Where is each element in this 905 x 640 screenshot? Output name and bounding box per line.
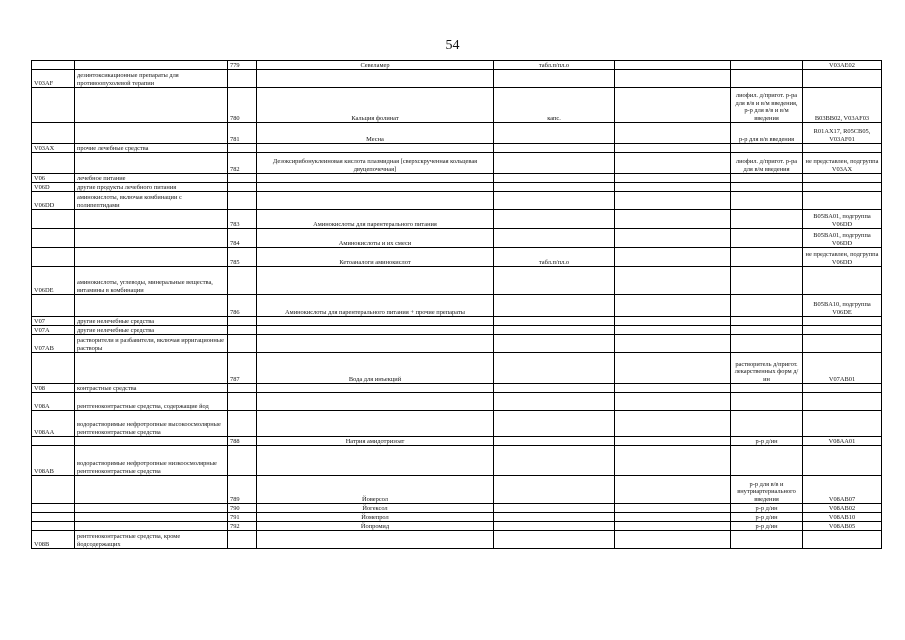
group-name-cell: аминокислоты, включая комбинации с полипептидами [75,192,228,210]
dosage-form-cell [494,522,615,531]
row-number-cell [228,192,257,210]
table-row [32,61,882,70]
table-row [32,353,882,384]
row-number-cell [228,70,257,88]
drug-name-cell: Йомепрол [257,513,494,522]
dose-cell [615,267,731,295]
form-description-cell: лиофил. д/пригот. р-ра для в/м введения [731,153,803,174]
drug-name-cell: Натрия амидотризоат [257,437,494,446]
table-row [32,384,882,393]
drug-name-cell: Севеламер [257,61,494,70]
atc-code-cell: V06 [32,174,75,183]
row-number-cell [228,183,257,192]
form-description-cell [731,317,803,326]
dosage-form-cell [494,295,615,317]
form-description-cell [731,267,803,295]
drug-classification-table [31,60,882,549]
drug-name-cell: Йопромид [257,522,494,531]
table-row [32,192,882,210]
form-description-cell [731,183,803,192]
dose-cell [615,476,731,504]
group-name-cell [75,229,228,248]
group-name-cell: растворители и разбавители, включая ирригационные растворы [75,335,228,353]
row-number-cell: 786 [228,295,257,317]
dosage-form-cell [494,384,615,393]
table-row [32,437,882,446]
drug-name-cell [257,267,494,295]
dosage-form-cell [494,192,615,210]
table-row [32,123,882,144]
atc-reference-cell [803,384,882,393]
row-number-cell: 780 [228,88,257,123]
row-number-cell [228,326,257,335]
atc-reference-cell [803,446,882,476]
group-name-cell [75,153,228,174]
table-row [32,326,882,335]
atc-code-cell [32,248,75,267]
dose-cell [615,437,731,446]
table-body [32,61,882,549]
atc-code-cell [32,504,75,513]
row-number-cell: 781 [228,123,257,144]
drug-name-cell [257,317,494,326]
drug-name-cell: Вода для инъекций [257,353,494,384]
dose-cell [615,248,731,267]
table-row [32,476,882,504]
drug-name-cell [257,326,494,335]
form-description-cell [731,531,803,549]
atc-code-cell [32,153,75,174]
form-description-cell: р-р д/ин [731,504,803,513]
dosage-form-cell [494,183,615,192]
atc-reference-cell: R01AX17, R05CB05, V03AF01 [803,123,882,144]
table-row [32,522,882,531]
table-row [32,504,882,513]
form-description-cell [731,335,803,353]
atc-reference-cell [803,531,882,549]
table-row [32,144,882,153]
atc-reference-cell: B05BA01, подгруппа V06DD [803,210,882,229]
atc-reference-cell: V03AE02 [803,61,882,70]
dose-cell [615,446,731,476]
drug-name-cell [257,446,494,476]
group-name-cell: рентгеноконтрастные средства, содержащие йод [75,393,228,411]
row-number-cell [228,267,257,295]
dosage-form-cell [494,317,615,326]
drug-name-cell: Месна [257,123,494,144]
dose-cell [615,513,731,522]
form-description-cell [731,393,803,411]
dose-cell [615,210,731,229]
atc-reference-cell: V08AB02 [803,504,882,513]
atc-reference-cell [803,326,882,335]
dosage-form-cell [494,335,615,353]
atc-reference-cell: не представлен, подгруппа V03AX [803,153,882,174]
group-name-cell [75,504,228,513]
dose-cell [615,522,731,531]
dose-cell [615,153,731,174]
atc-code-cell: V06DE [32,267,75,295]
group-name-cell [75,476,228,504]
group-name-cell [75,61,228,70]
drug-name-cell [257,393,494,411]
row-number-cell [228,446,257,476]
group-name-cell: аминокислоты, углеводы, минеральные вещества, витамины в комбинации [75,267,228,295]
dosage-form-cell [494,504,615,513]
row-number-cell: 782 [228,153,257,174]
atc-reference-cell [803,393,882,411]
row-number-cell [228,411,257,437]
table-row [32,174,882,183]
form-description-cell [731,411,803,437]
group-name-cell: водорастворимые нефротропные высокоосмолярные рентгеноконтрастные средства [75,411,228,437]
dosage-form-cell [494,446,615,476]
table-row [32,393,882,411]
atc-code-cell: V08 [32,384,75,393]
dosage-form-cell [494,513,615,522]
dose-cell [615,192,731,210]
group-name-cell: другие нелечебные средства [75,326,228,335]
atc-code-cell: V08B [32,531,75,549]
dose-cell [615,326,731,335]
atc-reference-cell: B05BA10, подгруппа V06DE [803,295,882,317]
atc-reference-cell: V07AB01 [803,353,882,384]
dose-cell [615,531,731,549]
atc-code-cell: V07AB [32,335,75,353]
table-row [32,248,882,267]
form-description-cell [731,446,803,476]
form-description-cell [731,61,803,70]
form-description-cell: р-р д/ин [731,437,803,446]
row-number-cell: 790 [228,504,257,513]
drug-name-cell: Аминокислоты для парентерального питания + прочие препараты [257,295,494,317]
form-description-cell [731,326,803,335]
form-description-cell [731,192,803,210]
dose-cell [615,504,731,513]
dose-cell [615,70,731,88]
atc-code-cell: V07 [32,317,75,326]
drug-name-cell [257,411,494,437]
row-number-cell [228,174,257,183]
drug-name-cell: Йоверсол [257,476,494,504]
group-name-cell: другие нелечебные средства [75,317,228,326]
table-row [32,335,882,353]
drug-name-cell [257,335,494,353]
form-description-cell: р-р д/ин [731,513,803,522]
dosage-form-cell [494,476,615,504]
group-name-cell [75,353,228,384]
atc-reference-cell: B05BA01, подгруппа V06DD [803,229,882,248]
group-name-cell [75,295,228,317]
dose-cell [615,295,731,317]
dosage-form-cell [494,229,615,248]
dosage-form-cell [494,531,615,549]
dosage-form-cell [494,210,615,229]
form-description-cell [731,229,803,248]
table-row [32,88,882,123]
table-row [32,229,882,248]
atc-reference-cell [803,317,882,326]
row-number-cell: 792 [228,522,257,531]
group-name-cell: контрастные средства [75,384,228,393]
atc-code-cell [32,88,75,123]
dose-cell [615,123,731,144]
dosage-form-cell: табл.п/пл.о [494,248,615,267]
atc-code-cell: V08AA [32,411,75,437]
atc-reference-cell [803,267,882,295]
group-name-cell [75,522,228,531]
atc-code-cell [32,522,75,531]
atc-reference-cell: V08AA01 [803,437,882,446]
atc-reference-cell [803,192,882,210]
atc-reference-cell [803,70,882,88]
form-description-cell [731,174,803,183]
form-description-cell [731,210,803,229]
form-description-cell: р-р для в/в введения [731,123,803,144]
atc-code-cell [32,353,75,384]
atc-code-cell [32,61,75,70]
drug-name-cell: Дезоксирибонуклеиновая кислота плазмидная [сверхскрученная кольцевая двуцепочечная] [257,153,494,174]
group-name-cell: другие продукты лечебного питания [75,183,228,192]
dose-cell [615,183,731,192]
dosage-form-cell: табл.п/пл.о [494,61,615,70]
form-description-cell [731,144,803,153]
dose-cell [615,335,731,353]
form-description-cell: лиофил. д/пригот. р-ра для в/в и в/м введения, р-р для в/в и в/м введения [731,88,803,123]
dose-cell [615,229,731,248]
table-row [32,153,882,174]
row-number-cell [228,384,257,393]
drug-name-cell [257,144,494,153]
atc-code-cell: V03AX [32,144,75,153]
row-number-cell: 779 [228,61,257,70]
group-name-cell [75,88,228,123]
drug-name-cell [257,70,494,88]
dosage-form-cell [494,437,615,446]
atc-reference-cell: V08AB10 [803,513,882,522]
group-name-cell [75,437,228,446]
group-name-cell: прочие лечебные средства [75,144,228,153]
dosage-form-cell [494,353,615,384]
atc-reference-cell: V08AB07 [803,476,882,504]
atc-code-cell [32,123,75,144]
form-description-cell: р-р д/ин [731,522,803,531]
dosage-form-cell [494,326,615,335]
atc-code-cell: V08AB [32,446,75,476]
table-row [32,446,882,476]
page-number: 54 [445,38,460,53]
table-row [32,70,882,88]
drug-name-cell: Аминокислоты для парентерального питания [257,210,494,229]
group-name-cell: водорастворимые нефротропные низкоосмолярные рентгеноконтрастные средства [75,446,228,476]
dose-cell [615,411,731,437]
group-name-cell [75,248,228,267]
atc-reference-cell [803,174,882,183]
dosage-form-cell [494,144,615,153]
row-number-cell [228,393,257,411]
form-description-cell [731,384,803,393]
table-row [32,531,882,549]
dosage-form-cell: капс. [494,88,615,123]
dose-cell [615,393,731,411]
atc-reference-cell: V08AB05 [803,522,882,531]
dosage-form-cell [494,70,615,88]
row-number-cell [228,317,257,326]
dose-cell [615,174,731,183]
row-number-cell: 785 [228,248,257,267]
dosage-form-cell [494,393,615,411]
atc-reference-cell: не представлен, подгруппа V06DD [803,248,882,267]
row-number-cell: 789 [228,476,257,504]
table-row [32,267,882,295]
row-number-cell [228,335,257,353]
group-name-cell [75,513,228,522]
atc-code-cell: V08A [32,393,75,411]
group-name-cell [75,210,228,229]
dosage-form-cell [494,153,615,174]
atc-code-cell: V06DD [32,192,75,210]
table-row [32,210,882,229]
atc-reference-cell [803,144,882,153]
drug-name-cell [257,192,494,210]
table-row [32,183,882,192]
row-number-cell: 784 [228,229,257,248]
drug-name-cell: Аминокислоты и их смеси [257,229,494,248]
drug-name-cell [257,174,494,183]
dose-cell [615,61,731,70]
table-row [32,295,882,317]
form-description-cell: растворитель д/пригот. лекарственных форм д/ин [731,353,803,384]
form-description-cell [731,248,803,267]
group-name-cell: дезинтоксикационные препараты для противоопухолевой терапии [75,70,228,88]
row-number-cell: 791 [228,513,257,522]
form-description-cell [731,295,803,317]
group-name-cell: лечебное питание [75,174,228,183]
dose-cell [615,353,731,384]
dosage-form-cell [494,174,615,183]
dose-cell [615,384,731,393]
dose-cell [615,317,731,326]
dosage-form-cell [494,123,615,144]
table-row [32,317,882,326]
group-name-cell [75,123,228,144]
form-description-cell [731,70,803,88]
drug-name-cell: Йогексол [257,504,494,513]
row-number-cell: 783 [228,210,257,229]
atc-code-cell [32,210,75,229]
dosage-form-cell [494,267,615,295]
drug-name-cell: Кетоаналоги аминокислот [257,248,494,267]
atc-reference-cell [803,183,882,192]
table-row [32,513,882,522]
atc-reference-cell [803,411,882,437]
atc-code-cell [32,295,75,317]
drug-name-cell [257,183,494,192]
atc-reference-cell: B03BB02, V03AF03 [803,88,882,123]
drug-name-cell [257,384,494,393]
row-number-cell [228,531,257,549]
drug-name-cell [257,531,494,549]
dose-cell [615,88,731,123]
group-name-cell: рентгеноконтрастные средства, кроме йодсодержащих [75,531,228,549]
row-number-cell [228,144,257,153]
row-number-cell: 788 [228,437,257,446]
atc-code-cell: V03AF [32,70,75,88]
atc-code-cell [32,476,75,504]
dosage-form-cell [494,411,615,437]
atc-code-cell [32,229,75,248]
table-row [32,411,882,437]
atc-code-cell: V07A [32,326,75,335]
dose-cell [615,144,731,153]
atc-reference-cell [803,335,882,353]
form-description-cell: р-р для в/в и внутриартериального введения [731,476,803,504]
row-number-cell: 787 [228,353,257,384]
atc-code-cell: V06D [32,183,75,192]
atc-code-cell [32,513,75,522]
drug-name-cell: Кальция фолинат [257,88,494,123]
atc-code-cell [32,437,75,446]
